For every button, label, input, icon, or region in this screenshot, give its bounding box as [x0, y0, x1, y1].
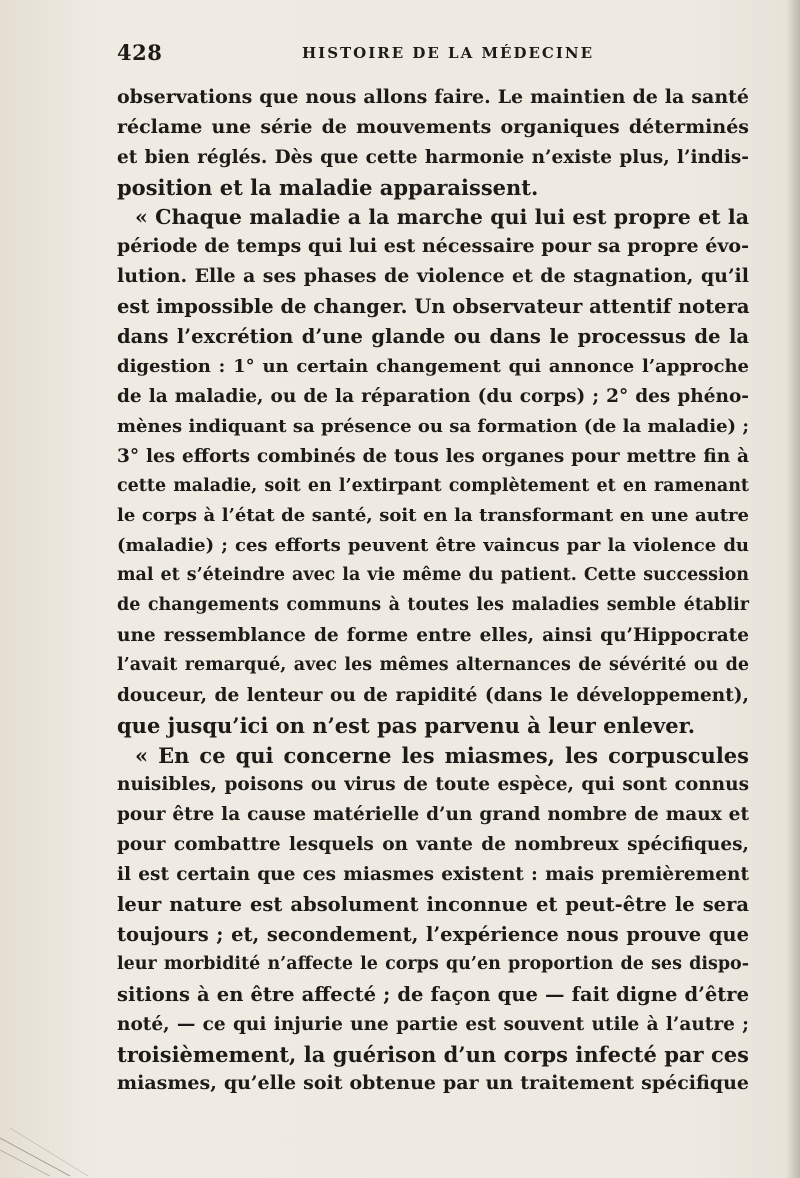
- text-line: que jusqu’ici on n’est pas parvenu à leur enlever.: [117, 712, 696, 738]
- text-line: 3° les efforts combinés de tous les organes pour mettre fin à: [117, 445, 749, 467]
- text-line: leur morbidité n’affecte le corps qu’en proportion de ses dispo-: [117, 953, 749, 974]
- text-line: mènes indiquant sa présence ou sa formation (de la maladie) ;: [117, 415, 749, 437]
- text-line: le corps à l’état de santé, soit en la transformant en une autre: [117, 505, 749, 527]
- text-line: douceur, de lenteur ou de rapidité (dans le développement),: [117, 684, 749, 706]
- text-line: dans l’excrétion d’une glande ou dans le processus de la: [117, 325, 749, 349]
- text-line: pour combattre lesquels on vante de nombreux spécifiques,: [117, 834, 749, 856]
- text-line: miasmes, qu’elle soit obtenue par un traitement spécifique: [117, 1072, 749, 1095]
- text-line: période de temps qui lui est nécessaire pour sa propre évo-: [117, 235, 749, 258]
- text-line: et bien réglés. Dès que cette harmonie n’existe plus, l’indis-: [117, 146, 749, 168]
- text-line: leur nature est absolument inconnue et peut-être le sera: [117, 893, 749, 917]
- text-line: mal et s’éteindre avec la vie même du patient. Cette succession: [117, 565, 749, 586]
- text-line: cette maladie, soit en l’extirpant complètement et en ramenant: [117, 475, 749, 496]
- text-line: est impossible de changer. Un observateur attentif notera: [117, 295, 750, 319]
- text-line: il est certain que ces miasmes existent : mais premièrement: [117, 864, 749, 886]
- text-line: digestion : 1° un certain changement qui annonce l’approche: [117, 356, 749, 378]
- text-line: réclame une série de mouvements organiques déterminés: [117, 115, 749, 138]
- page-number: 428: [117, 40, 163, 65]
- text-line: sitions à en être affecté ; de façon que — fait digne d’être: [117, 982, 749, 1006]
- paragraph-start-line: « Chaque maladie a la marche qui lui est propre et la: [135, 204, 749, 229]
- text-line: (maladie) ; ces efforts peuvent être vaincus par la violence du: [117, 535, 749, 557]
- text-line: toujours ; et, secondement, l’expérience nous prouve que: [117, 922, 749, 946]
- text-line: noté, — ce qui injurie une partie est souvent utile à l’autre ;: [117, 1013, 749, 1035]
- text-line: une ressemblance de forme entre elles, ainsi qu’Hippocrate: [117, 625, 749, 647]
- text-line: nuisibles, poisons ou virus de toute espèce, qui sont connus: [117, 774, 749, 796]
- page-header: [117, 40, 747, 70]
- body-text: [117, 83, 749, 1099]
- text-line: pour être la cause matérielle d’un grand nombre de maux et: [117, 804, 749, 826]
- text-line: lution. Elle a ses phases de violence et de stagnation, qu’il: [117, 265, 749, 288]
- page-edge-shadow: [786, 0, 800, 1178]
- text-line: observations que nous allons faire. Le maintien de la santé: [117, 86, 749, 108]
- text-line: de changements communs à toutes les maladies semble établir: [117, 595, 749, 616]
- text-line: troisièmement, la guérison d’un corps infecté par ces: [117, 1041, 749, 1067]
- text-line: position et la maladie apparaissent.: [117, 174, 539, 200]
- paragraph-start-line: « En ce qui concerne les miasmes, les corpuscules: [135, 742, 749, 768]
- text-line: l’avait remarqué, avec les mêmes alternances de sévérité ou de: [117, 654, 749, 675]
- text-line: de la maladie, ou de la réparation (du corps) ; 2° des phéno-: [117, 385, 749, 407]
- paper-scratch-marks: [0, 1118, 90, 1178]
- running-title: HISTOIRE DE LA MÉDECINE: [302, 44, 595, 62]
